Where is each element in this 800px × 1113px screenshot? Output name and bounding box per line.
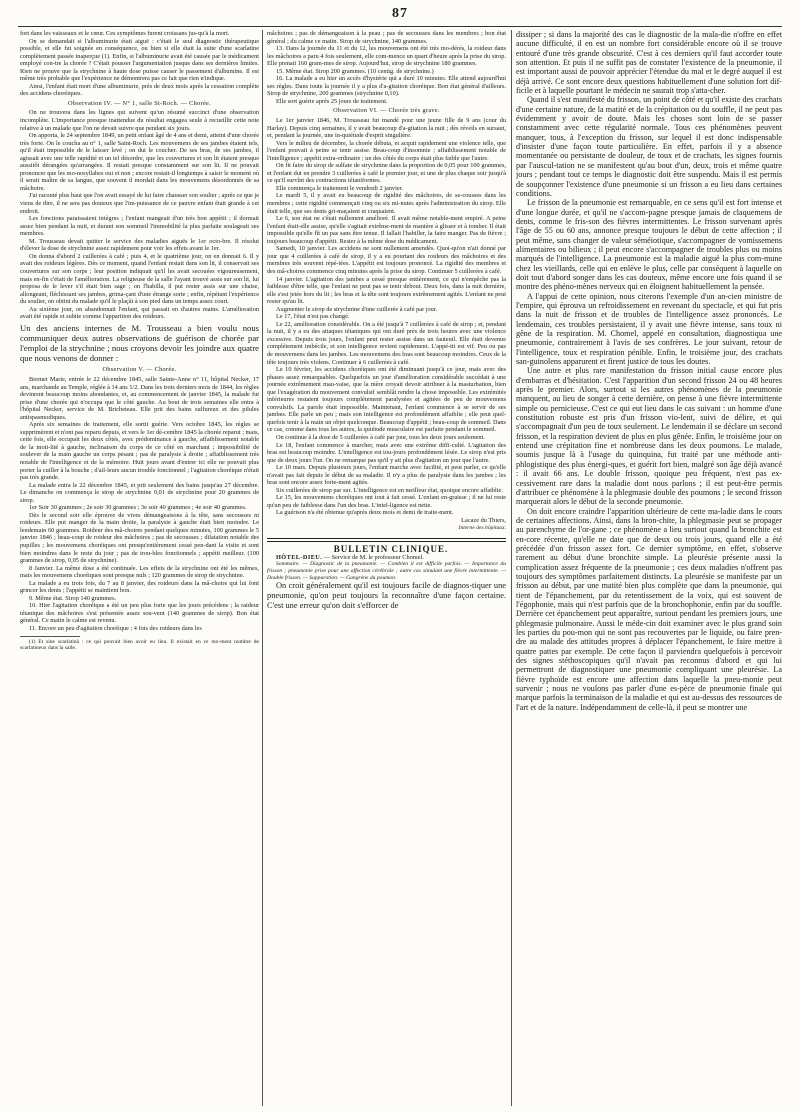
observation-heading: Observation IV. — N° 1, salle St-Roch. — Chorée.: [67, 99, 212, 107]
paragraph: fort dans les vaisseaux et le cœur. Ces symptômes furent croissans jus-qu'à la mort.: [20, 30, 230, 37]
paragraph: Le mardi 5, il y avait eu beaucoup de rigidité des mâchoires, de se-cousses dans les membres ; cette rigidité commençait cinq ou six mi-nutes après l'administration du sirop. Elle était telle, que ses dents gri-maçaient et craquaient.: [267, 192, 506, 215]
paragraph: Elle commença le traitement le vendredi 2 janvier.: [276, 184, 403, 192]
paragraph: Le 22, amélioration considérable. On a été jusqu'à 7 cuillerées à café de sirop ; et, pendant la nuit, il y a eu des attaques tétaniques qui ont duré près de trois heures avec une violence excessive. Depuis trois jours, l'enfant peut rester assise dans un fauteuil. Elle était devenue complètement imbécile, et son intelligence revient rapidement. L'appé-tit est vif. Peu ou pas de mouvemens dans les jambes. Les mouvemens des bras sont beaucoup moindres. Ceux de la tête toujours très violens. Continuer à 6 cuillerées à café.: [267, 320, 506, 366]
section-heading: BULLETIN CLINIQUE.: [333, 544, 449, 555]
paragraph: Augmenter le sirop de strychnine d'une cuillerée à café par jour.: [276, 305, 438, 313]
paragraph: J'ai raconté plus haut que l'on avait essayé de lui faire chausser son soulier ; après ce que je viens de dire, il ne sera pas douteux que l'im-puissance de ce pauvre enfant était grande à cet endroit.: [20, 192, 259, 215]
paragraph: On donna d'abord 2 cuillerées à café ; puis 4, et le quatrième jour, on en donnait 6. Il y avait des roideurs légères. Dès ce moment, quand l'enfant restait dans son lit, il conservait ses couvertures sur son corps ; leur position indiquait qu'il les avait secouées vigoureusement, mais en-fin c'était de l'amélioration. La religieuse de la salle l'ayant trouvé assis sur son lit, lui proposa de le lever s'il était bien sage ; on l'habilla, il put rester assis sur une chaise, allongeant, fléchissant ses jambes, grima-çant d'une étrange sorte ; enfin, répétant l'expérience du soulier, on obtint du malade qu'il le plaçât à son pied dans un temps assez court.: [20, 252, 259, 306]
column-divider: [511, 30, 512, 1106]
author-title: Interne des hôpitaux.: [458, 524, 506, 531]
paragraph: La guérison n'a été obtenue qu'après deux mois et demi de traite-ment.: [276, 509, 454, 517]
paragraph: Dès le second soir elle éprouve de vives démangeaisons à la tête, sans secousses ni roideurs. Elle put manger de la main droite, la paralysie à gauche était bien moindre. Le lendemain 60 grammes. Roideur des mâ-choires pendant quelques minutes, 100 grammes le 5 janvier 1846 ; beau-coup de roideur des mâchoires ; pas de secousses ; dilatation notable des pupilles ; les mouvemens choréiques ont presqu'entièrement cessé pen-dant la visite et sont bien moindres dans le reste du jour ; pas de trou-bles fonctionnels ; appétit meilleur. (100 grammes de sirop, 0,05 de strychnine).: [20, 511, 259, 565]
paragraph: Au sixième jour, on abandonnait l'enfant, qui passait en d'autres mains. L'amélioration avait été rapide et subite comme l'apparition des roideurs.: [20, 305, 259, 321]
summary: Sommaire. — Diagnostic de la pneumonie. — Combien il est difficile parfois. — Importance du frisson ; pneumonie prise pour une affection cérébrale ; autre cas simulant une fièvre intermittente. — Double frisson. — Suppuration. — Gangrène du poumon.: [267, 561, 506, 581]
paragraph: On doit encore craindre l'apparition ultérieure de cette ma-ladie dans le cours de certaines affections. Ainsi, dans la bron-chite, la phlegmasie peut se propager au parenchyme de l'or-gane ; ce phénomène a lieu surtout quand la bronchite est en-core récente, qu'elle ne date que de deux ou trois jours, quand elle a été précédée d'un frisson assez fort. Ce dernier symptôme, en effet, s'observe rarement au début d'une bronchite simple. La pleurésie présente aussi la complication assez fréquente de la pneumonie ; ces deux maladies n'offrent pas toujours des symptômes parfaitement distincts. La pleurésie se manifeste par un frisson au début, par une matité bien plus complète que dans la pneumonie, qui tient de l'épanchement, par du retentissement de la voix, qui est souvent de l'égophonie, mais qui n'est parfois que de la bronchophonie, enfin par du souffle. Derrière cet épanchement peut apparaître, surtout pendant les premiers jours, une phlegmasie pulmonaire. Aussi le méde-cin doit examiner avec le plus grand soin les parties du pou-mon qui ne sont pas recouvertes par le liquide, ou faire pren-dre au malade des attitudes propres à déplacer l'épanchement, le faire mettre à quatre pattes par exemple. De cette façon il parviendra quelquefois à percevoir des signes stéthoscopiques qu'il n'avait pas reconnus d'abord et qui lui permettront de diagnostiquer une pneumonie compliquant une pleurésie. La fièvre typhoïde est encore une affection dans laquelle la pneu-monie peut survenir ; nous ne voulons pas parler d'une es-pèce de pneumonie finale qui marque parfois la terminaison de la maladie et qui est au-dessus des ressources de l'art et de la nature. Indépendamment de celle-là, il peut se montrer une: [516, 506, 782, 712]
paragraph: Le 17, l'état n'est pas changé.: [276, 313, 350, 321]
paragraph: Le 1er janvier 1846, M. Trousseau fut mandé pour une jeune fille de 9 ans (cour du Harlay). Depuis cinq semaines, il y avait beaucoup d'a-gitation la nuit ; dès réveils en sursaut, et, pendant la journée, une in-quiétude d'esprit singulière.: [267, 117, 506, 140]
paragraph: 14 janvier. L'agitation des jambes a cessé presque entièrement, ce qui n'empêche pas la faiblesse d'être telle, que l'enfant ne peut pas se tenir debout. Deux fois, dans la nuit dernière, elle s'est jetée hors du lit ; les bras et la tête sont toujours extrêmement agités. L'enfant ne peut rester qu'au lit.: [267, 275, 506, 306]
observation-heading: Observation V. — Chorée.: [102, 366, 177, 374]
paragraph: Après six semaines de traitement, elle sortit guérie. Vers octobre 1845, les règles se supprimèrent et n'ont pas reparu depuis, et vers le 1er dé-cembre 1845 la chorée reparut ; mais, cette fois, elle occupait les deux côtés, avec prédominance à gauche, affaiblissement notable de la moti-lité à gauche, inclinaison du corps de ce côté en marchant ; impossibilité de soulever de la main gauche un corps pesant ; pas de paralysie à droite ; affaiblissement très notable de l'intelligence et de la mémoire. Huit jours avant d'entrer ici elle ne pouvait plus porter la cuiller à la bouche ; d'ail-leurs aucun trouble fonctionnel ; l'agitation choréique n'était pas très grande.: [20, 421, 259, 482]
paragraph: La malade a eu trois fois, du 7 au 8 janvier, des roideurs dans la mâ-choire qui lui font grincer les dents ; l'appétit se maintient bon.: [20, 579, 259, 595]
paragraph: On apporta, le 24 septembre 1849, un petit enfant âgé de 4 ans et demi, atteint d'une chorée très forte. On le coucha au n° 1, salle Saint-Roch. Les mouvemens de ses jambes étaient tels, qu'il était impossible de le laisser levé ; on dut le coucher. De ses bras, de ses jambes, il agissait avec une telle rapidité et un tel désordre, que les couvertures et son lit étaient presque aussitôt dérangées qu'arrangées. Il restait presque constamment sur son lit. Il ne pouvait prononcer que les mo-nosyllabes oui et non ; encore restait-il longtemps à saisir le moment où il serait maître de sa langue, que souvent il mordait dans les mouvemens désordonnés de sa mâchoire.: [20, 132, 259, 192]
observation-heading: Observation VI. — Chorée très grave.: [333, 107, 440, 115]
paragraph: La malade entra le 22 décembre 1845, et prit seulement des bains jusqu'au 27 décembre. Le dimanche on commença le sirop de strychnine 0,01 de strychnine pour 20 grammes de sirop.: [20, 481, 259, 504]
paragraph: A l'appui de cette opinion, nous citerons l'exemple d'un an-cien ministre de l'empire, qui éprouva un refroidissement en revenant du spectacle, et qui fut pris dans la nuit de frisson et de troubles de l'intelligence assez prononcés. Le lendemain, ces troubles persistaient, il y avait une fièvre intense, sans toux ni gêne de la respiration. M. Chomel, appelé en consultation, diagnostiqua une pneumonie, contrairement à l'avis de ses confrères. Le jour suivant, retour de l'intelligence, toux et respiration pénible. Enfin, le troisième jour, des crachats san-guinolens apparurent et firent justice de tous les doutes.: [516, 291, 782, 367]
paragraph: 1er Soir 30 grammes ; 2e soir 30 grammes ; 3e soir 40 grammes ; 4e soir 40 grammes.: [29, 504, 247, 512]
paragraph: 15. Même état. Sirop 200 grammes. (10 centig. de strychnine.): [276, 67, 434, 75]
paragraph: On fit faire du sirop de sulfate de strychnine dans la proportion de 0,05 pour 100 grammes, et l'enfant dut en prendre 3 cuillerées à café le premier jour, et une de plus chaque soir jusqu'à ce qu'il survînt des contractions tétaniformes.: [267, 162, 506, 185]
paragraph: Samedi, 10 janvier. Les accidens ne sont nullement amendés. Quoi-qu'on n'ait donné par jour que 4 cuillerées à café de sirop, il y a eu pourtant des roideurs des mâchoires et des membres très souvent répé-tées. L'appétit est toujours prononcé. La rigidité des membres et des mâ-choires commence cinq minutes après la prise du sirop. Continuer 5 cuillerées à café.: [267, 245, 506, 275]
paragraph: Bremet Marie, entrée le 22 décembre 1845, salle Sainte-Anne n° 11, hôpital Necker, 17 ans, marchande au Temple, réglée à 14 ans 1/2. Dans les trois derniers mois de 1844, les règles devinrent beaucoup moins abondantes, et, au commencement de janvier 1845, la malade fut prise d'une chorée qui n'occupa que le côté gauche. Au bout de trois semaines elle entra à l'hôpital Necker, service de M. Bricheteau. Elle prit des bains sulfureux et des pilules antispasmodiques.: [20, 375, 259, 421]
paragraph: mâchoires ; pas de démangeaison à la peau ; pas de secousses dans les membres ; bon état général ; du calme ce matin. Sirop de strychnine, 140 grammes.: [267, 30, 506, 45]
paragraph: 13. Dans la journée du 11 et du 12, les mouvemens ont été très mo-dérés, la roideur dans les mâchoires a paru 4 fois seulement, elle com-mence un quart d'heure après la prise du sirop. Elle prenait 160 gram-mes de sirop. Aujourd'hui, sirop de strychnine 180 grammes.: [267, 45, 506, 68]
column-right: [516, 30, 782, 1106]
paragraph: Six cuillerées de sirop par sur. L'intelligence est en meilleur état, quoique encore affaiblie.: [276, 486, 503, 494]
column-middle: [267, 30, 506, 1106]
paragraph: Elle sort guérie après 25 jours de traitement.: [276, 97, 388, 105]
paragraph: Le 15, les mouvemens choréiques ont tout à fait cessé. L'enfant en-graisse ; il ne lui reste qu'un peu de faiblesse dans l'un des bras. L'intel-ligence est nette.: [267, 494, 506, 509]
paragraph: 10. Hier l'agitation choréique a été un peu plus forte que les jours précédens ; la raideur tétanique des mâchoires s'est présentée assez sou-vent (140 grammes de sirop). Bon état général. Ce matin le calme est revenu.: [20, 602, 259, 625]
header-rule: [18, 26, 782, 27]
hospital-name: HÔTEL-DIEU.: [276, 553, 323, 561]
paragraph: 16. La malade a eu hier un accès d'hystérie qui a duré 10 minutes. Elle attend aujourd'hui ses règles. Dans toute la journée il y a plus d'a-gitation choréique. Bon état général d'ailleurs. Sirop de strychnine, 200 grammes (strychnine 0,10).: [267, 75, 506, 98]
paragraph: On continue à la dose de 5 cuillerées à café par jour, tous les deux jours seulement.: [276, 433, 485, 441]
paragraph: Vers le milieu de décembre, la chorée débuta, et acquit rapidement une violence telle, que l'enfant pouvait à peine se tenir assise. Beau-coup d'insomnie ; affaiblissement notable de l'intelligence ; appétit extra-ordinaire ; un des côtés du corps était plus faible que l'autre.: [267, 139, 506, 162]
column-left: [20, 30, 259, 1106]
paragraph: Ainsi, l'enfant était mort d'une albuminurie, près de deux mois après la cessation complète des accidens choréiques.: [20, 82, 259, 98]
section-rule: [267, 541, 506, 542]
paragraph: 9. Même état. Sirop 140 grammes.: [29, 594, 117, 602]
paragraph: Le 6, son état ne s'était nullement amélioré. Il avait même notable-ment empiré. A peine l'enfant était-elle assise, qu'elle s'agitait extrême-ment de manière à glisser et à tomber. Il était impossible qu'elle fît un pas sans être tenue. Il fallait l'habiller, la faire manger. Pas de fièvre ; toujours beaucoup d'appétit. Rester à la même dose du médicament.: [267, 215, 506, 245]
author-signature: Lacaze du Thiers,: [461, 517, 506, 524]
paragraph: Le 18, l'enfant commence à marcher, mais avec une extrême diffi-culté. L'agitation des bras est beaucoup moindre. L'intelligence est tou-jours profondément lésée. Le sirop n'est pris que de deux jours l'un. On ne remarque pas qu'il y ait plus d'agitation un jour que l'autre.: [267, 441, 506, 464]
paragraph: Le frisson de la pneumonie est remarquable, en ce sens qu'il est fort intense et d'une longue durée, et qu'il ne s'accom-pagne presque jamais de claquemens de dents, comme le fris-son des fièvres intermittentes. Le frisson survenant après l'âge de 55 ou 60 ans, annonce presque toujours le début de cette affection ; il peut même, sans changer de valeur séméiotique, s'accompagner de vomissemens alimentaires ou bilieux ; il peut encore s'accompagner de troubles plus ou moins marqués de l'intelligence. La pneumonie est la maladie aiguë la plus com-mune chez les vieillards, celle qui en enlève le plus, celle par conséquent à laquelle on doit tout d'abord songer dans les cas douteux, même encore une fois quand il se montre des phéno-mènes nerveux qui en éloignent habituellement la pensée.: [516, 198, 782, 292]
paragraph: Quand il s'est manifesté du frisson, un point de côté et qu'il existe des crachats d'une certaine nature, de la matité et de la crépitation ou du souffle, il ne peut pas évidemment y avoir de doute. Mais les choses sont loin de se passer constamment avec cette régularité normale. Tous ces phénomènes peuvent manquer, tous, à l'exception du frisson, sur lequel il est donc indispensable d'insister d'une façon toute particulière. En effet, parfois il y a absence momentanée ou persistante de douleur, de toux et de crachats, les signes fournis par l'auscul-tation ne se manifestent qu'au bout d'un, deux, trois et même quatre jours ; pendant tout ce temps le diagnostic doit être suspendu. Mais il est permis de soupçonner l'existence d'une pneumonie si un frisson a eu lieu dans certaines conditions.: [516, 95, 782, 198]
footnote-rule: [20, 636, 80, 637]
paragraph: Une autre et plus rare manifestation du frisson initial cause encore plus d'embarras et d'hésitation. C'est l'apparition d'un second frisson 24 ou 48 heures après le premier. Alors, surtout si les autres phénomènes de la pneumonie manquent, au lieu de songer à cette dernière, on pense à une fièvre intermittente simple ou pernicieuse. C'est ce qui eut lieu dans le cas suivant : un homme d'une constitution robuste est pris d'un frisson vio-lent, suivi de délire, et qui s'accompagnait d'un peu de toux seulement. Le lendemain il se déclare un second frisson, et la respiration devient de plus en plus gênée. Enfin, le troisième jour on entend une crépitation fine et nombreuse dans les deux poumons. Le malade, soumis jusque là à l'usage du quinquina, fut traité par une méthode anti-phlogistique des plus énergi-ques, et guérit fort bien, malgré son âge déjà avancé : il avait 66 ans. Le double frisson, quoique peu fréquent, n'est pas ex-cessivement rare dans la maladie dont nous parlons ; il est peut-être permis d'attribuer ce phénomène à la phlegmasie double des poumons ; le second frisson marquerait alors le début de la seconde pneumonie.: [516, 366, 782, 507]
paragraph: On ne trouvera dans les lignes qui suivent qu'un résumé succinct d'une observation incomplète. L'importance presque inattendue du résultat engagea seule à recueillir cette note relative à un malade que l'on ne devait suivre que pendant six jours.: [20, 109, 259, 132]
paragraph: Le 10 février, les accidens choréiques ont été diminuant jusqu'à ce jour, mais avec des phases assez remarquables. Quelquefois un jour d'amélioration considérable succédait à une journée extrêmement mau-vaise, que la mère croyait devoir attribuer à la masturbation, bien que l'exagération du mouvement convulsif semblât rendre la chose impossible. Les extrémités inférieures restaient toujours complètement paralysées et agitées de peu de mouvemens convulsifs. La parole était impossible. Maintenant, l'enfant commence à se servir de ses jambes. Elle parle un peu ; mais son intelligence est profondément affaiblie ; elle peut quel-quefois tenir à la main un objet quelconque. Beaucoup d'appétit ; beau-coup de sommeil. Dans ce cas, comme dans tous les autres, la quiétude musculaire est parfaite pendant le sommeil.: [267, 366, 506, 434]
paragraph: On se demandait si l'albuminurie était aiguë : c'était le seul diagnostic thérapeutique possible, et elle fut soignée en conséquence, ou bien si elle était la suite d'une scarlatine complètement passée inaperçue (1). Enfin, si l'albuminurie avait été causée par le médicament employé con-tre la chorée ? C'était pousser l'argumentation jusque dans ses dernières limites. Rien ne prouve que la strychnine à haute dose puisse causer le passement d'albumine. Il est même très probable que l'expérience ne démontrera pas ce fait que rien n'indique.: [20, 37, 259, 83]
service-name: — Service de M. le professeur Chomel.: [322, 553, 424, 561]
lead-paragraph: Un des anciens internes de M. Trousseau a bien voulu nous communiquer deux autres observations de guérison de chorée par l'emploi de la strychnine ; nous croyons devoir les joindre aux quatre que nous venons de donner :: [20, 322, 259, 363]
paragraph: Le 10 mars. Depuis plusieurs jours, l'enfant marche avec facilité, et peut parler, ce qu'elle n'avait pas fait depuis le début de sa maladie. Il n'y a plus de paralysie dans les jambes ; les bras sont encore assez forte-ment agités.: [267, 464, 506, 487]
column-divider: [262, 30, 263, 1106]
section-rule: [267, 538, 506, 539]
footnote: (1) Et sine scarlatinâ : ce qui pouvait bien avoir eu lieu. Il existait en ce mo-ment nombre de scarlatineux dans la salle.: [20, 638, 259, 651]
paragraph: 11. Encore un peu d'agitation choréique ; 4 fois des roideurs dans les: [29, 625, 202, 632]
paragraph: Les fonctions paraissaient intègres ; l'enfant mangeait d'un très bon appétit ; il dormait assez bien pendant la nuit, et durant son sommeil l'immobilité la plus parfaite soulageait ses membres.: [20, 215, 259, 238]
paragraph: 8 Janvier. La même dose a été continuée. Les effets de la strychnine ont été les mêmes, mais les mouvemens choréiques sont presque nuls ; 120 grammes de sirop de strychnine.: [20, 564, 259, 580]
paragraph: M. Trousseau devait quitter le service des maladies aiguës le 1er octo-bre. Il résolut d'élever la dose de strychnine assez rapidement pour voir les effets avant le 1er.: [20, 237, 259, 253]
intro-paragraph: On croit généralement qu'il est toujours facile de diagnos-tiquer une pneumonie, qu'on peut toujours la reconnaître d'une façon certaine. C'est une erreur qu'on doit s'efforcer de: [267, 581, 506, 610]
page-number: 87: [392, 6, 408, 21]
paragraph: dissiper ; si dans la majorité des cas le diagnostic de la mala-die n'offre en effet aucune difficulté, il en est un nombre fort considérable encore où il se trouve entouré d'une très grande obscurité. C'est à ces derniers qu'il faut accorder toute son attention. Et puis il ne suffit pas de constater l'existence de la pneumonie, il est important aussi de pouvoir apprécier l'étendue du mal et le degré auquel il est déjà arrivé. Ce sont encore deux questions habituellement d'une solution fort dif-ficile et à laquelle pourtant le médecin ne saurait trop s'atta-cher.: [516, 30, 782, 96]
